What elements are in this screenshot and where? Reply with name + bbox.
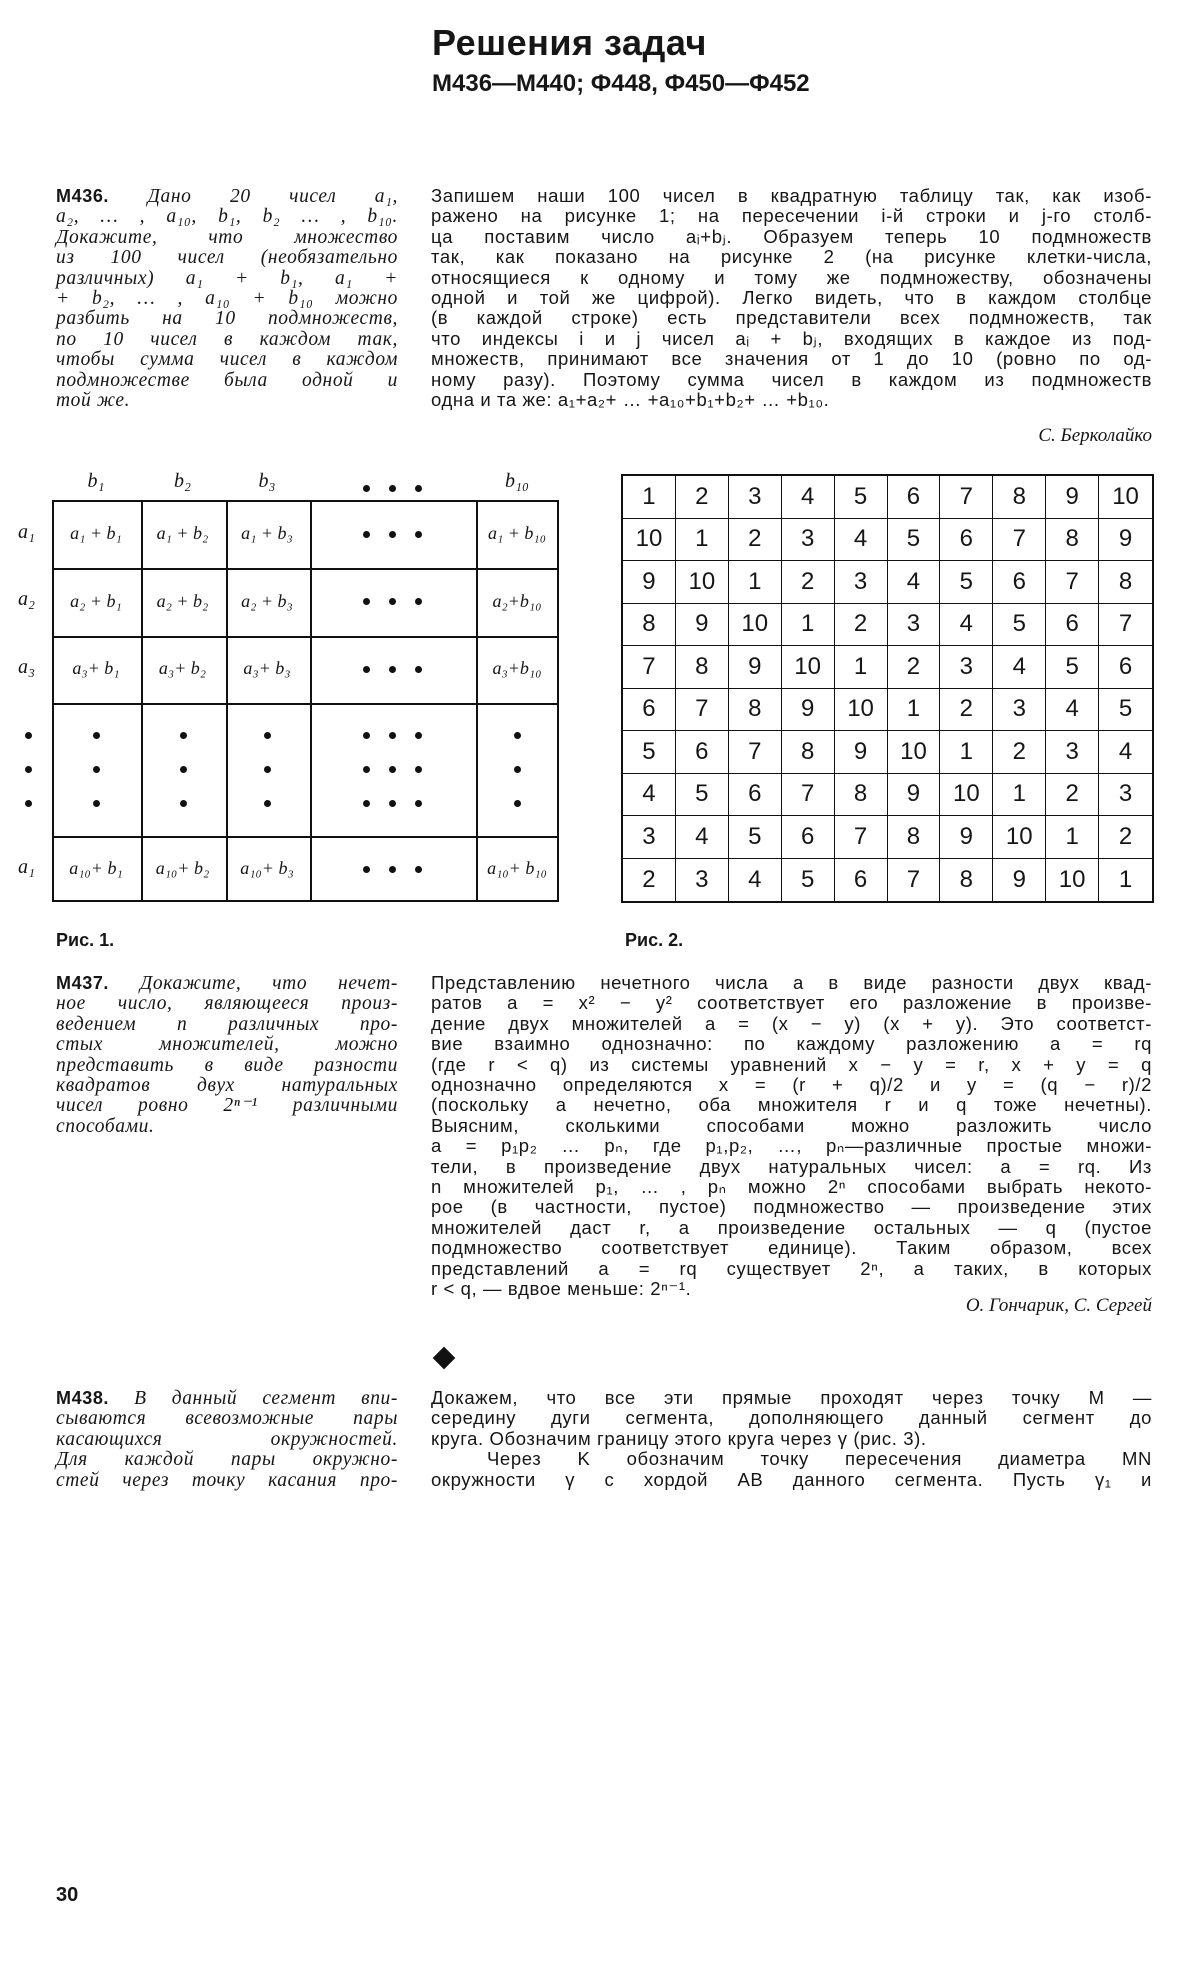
grid-cell: 6	[993, 561, 1046, 604]
line-text: что индексы i и j чисел aᵢ + bⱼ, входящих в каждое из под-	[431, 327, 1152, 349]
grid-cell: 1	[940, 731, 993, 774]
text-line	[431, 1429, 1152, 1449]
figure-2-caption: Рис. 2.	[625, 930, 684, 950]
dot-icon	[363, 766, 370, 773]
text-line	[56, 1035, 398, 1055]
text-line	[56, 391, 398, 411]
grid-cell: 8	[1099, 561, 1152, 604]
line-text: по 10 чисел в каждом так,	[56, 328, 398, 350]
grid-cell: 8	[993, 476, 1046, 519]
text-line	[431, 993, 1152, 1013]
table-cell: a₁ + b₁₀	[488, 523, 546, 543]
dot-icon	[389, 531, 396, 538]
line-text: Докажите, что множество	[56, 226, 398, 248]
table-cell: a₃+b₁₀	[492, 658, 542, 678]
grid-cell: 6	[940, 519, 993, 562]
grid-cell: 3	[993, 689, 1046, 732]
text-line	[431, 370, 1152, 390]
text-line	[431, 973, 1152, 993]
grid-cell: 6	[1046, 604, 1099, 647]
text-line	[56, 269, 398, 289]
grid-cell: 2	[1046, 774, 1099, 817]
text-line	[431, 1197, 1152, 1217]
text-line	[56, 228, 398, 248]
figure-1-caption: Рис. 1.	[56, 930, 115, 950]
text-line	[431, 308, 1152, 328]
table-cell: a₂ + b₁	[70, 590, 122, 611]
grid-cell: 4	[888, 561, 941, 604]
line-text: стей через точку касания про-	[56, 1469, 398, 1491]
text-line	[56, 973, 398, 994]
table-cell: a₁₀+ b₁₀	[487, 858, 547, 878]
dot-icon	[415, 866, 422, 873]
line-text: (поскольку a нечетно, оба множителя r и q тоже нечетны).	[431, 1094, 1152, 1116]
grid-cell: 6	[888, 476, 941, 519]
grid-cell: 5	[676, 774, 729, 817]
grid-cell: 4	[729, 859, 782, 902]
table-cell: a₃+ b₃	[243, 658, 291, 678]
grid-cell: 3	[940, 646, 993, 689]
dot-icon	[415, 531, 422, 538]
m438-solution	[431, 1388, 1152, 1490]
grid-cell: 10	[888, 731, 941, 774]
text-line	[431, 186, 1152, 206]
text-line	[431, 1095, 1152, 1115]
text-line	[56, 371, 398, 391]
line-text: середину дуги сегмента, дополняющего данный сегмент до	[431, 1407, 1152, 1429]
line-text: множителей даст r, а произведение остальных — q (пустое	[431, 1216, 1152, 1238]
line-text: Докажем, что все эти прямые проходят через точку M —	[431, 1387, 1152, 1408]
grid-cell: 4	[623, 774, 676, 817]
grid-cell: 6	[729, 774, 782, 817]
text-line	[431, 1388, 1152, 1408]
text-line	[56, 1117, 398, 1137]
grid-cell: 3	[888, 604, 941, 647]
grid-cell: 2	[888, 646, 941, 689]
table-cell: a₁₀+ b₃	[240, 858, 294, 878]
grid-cell: 8	[888, 816, 941, 859]
line-text: ражено на рисунке 1; на пересечении i-й строки и j-го столб-	[431, 205, 1152, 227]
text-line	[431, 1034, 1152, 1054]
text-line	[56, 994, 398, 1014]
grid-cell: 9	[993, 859, 1046, 902]
grid-cell: 10	[782, 646, 835, 689]
grid-cell: 8	[1046, 519, 1099, 562]
text-line	[431, 288, 1152, 308]
text-line	[56, 1015, 398, 1035]
line-text: сываются всевозможные пары	[56, 1408, 398, 1430]
line-text: (где r < q) из системы уравнений x − y = r, x + y = q	[431, 1053, 1152, 1075]
dot-icon	[363, 531, 370, 538]
line-text: круга. Обозначим границу этого круга через γ (рис. 3).	[431, 1427, 927, 1449]
m438-problem	[56, 1388, 398, 1491]
line-text: подмножестве была одной и	[56, 369, 398, 391]
table-cell: a₃+ b₂	[158, 658, 207, 678]
dot-icon	[389, 800, 396, 807]
grid-cell: 4	[782, 476, 835, 519]
text-line	[56, 248, 398, 268]
text-line	[431, 1177, 1152, 1197]
text-line	[431, 1055, 1152, 1075]
dot-icon	[180, 800, 187, 807]
dot-icon	[514, 800, 521, 807]
text-line	[431, 1470, 1152, 1490]
grid-cell: 3	[623, 816, 676, 859]
text-line	[56, 186, 398, 207]
dot-icon	[514, 766, 521, 773]
dot-icon	[415, 598, 422, 605]
grid-cell: 2	[623, 859, 676, 902]
grid-cell: 5	[1099, 689, 1152, 732]
table-cell: a₃+ b₁	[72, 658, 120, 678]
dot-icon	[415, 732, 422, 739]
grid-cell: 6	[676, 731, 729, 774]
line-text: подмножество соответствует единице). Таким образом, всех	[431, 1237, 1152, 1259]
line-text: n множителей p₁, … , pₙ можно 2ⁿ способами выбрать некото-	[431, 1176, 1152, 1198]
table-cell: a₂ + b₂	[156, 590, 209, 611]
line-text: В данный сегмент впи-	[134, 1388, 398, 1409]
grid-cell: 5	[940, 561, 993, 604]
text-line	[431, 1116, 1152, 1136]
grid-cell: 9	[623, 561, 676, 604]
line-text: вие взаимно однозначно: по каждому разложению a = rq	[431, 1033, 1152, 1055]
grid-cell: 7	[835, 816, 888, 859]
grid-cell: 4	[1099, 731, 1152, 774]
dot-icon	[264, 732, 271, 739]
line-text: так, как показано на рисунке 2 (на рисунке клетки-числа,	[431, 246, 1152, 268]
text-line	[56, 1409, 398, 1429]
text-line	[431, 390, 1152, 410]
line-text: относящиеся к одному и тому же подмножеству, обозначены	[431, 266, 1152, 288]
grid-cell: 1	[835, 646, 888, 689]
grid-cell: 3	[1046, 731, 1099, 774]
dot-icon	[389, 866, 396, 873]
grid-cell: 7	[1046, 561, 1099, 604]
grid-cell: 4	[676, 816, 729, 859]
text-line	[56, 1450, 398, 1470]
grid-cell: 7	[993, 519, 1046, 562]
grid-cell: 2	[729, 519, 782, 562]
grid-cell: 7	[623, 646, 676, 689]
grid-cell: 1	[1046, 816, 1099, 859]
line-text: различных) a₁ + b₁, a₁ +	[56, 267, 398, 289]
grid-cell: 9	[782, 689, 835, 732]
m436-problem	[56, 186, 398, 411]
grid-cell: 5	[729, 816, 782, 859]
line-text: той же.	[56, 390, 131, 412]
text-line	[56, 1471, 398, 1491]
text-line	[56, 330, 398, 350]
row-label: a₁	[18, 855, 35, 878]
text-line	[56, 1430, 398, 1450]
m436-author: С. Берколайко	[1038, 425, 1152, 446]
line-text: + b₂, … , a₁₀ + b₁₀ можно	[56, 288, 398, 310]
text-line	[431, 227, 1152, 247]
grid-cell: 1	[729, 561, 782, 604]
line-text: Для каждой пары окружно-	[56, 1449, 398, 1471]
line-text: дение двух множителей a = (x − y) (x + y). Это соответст-	[431, 1012, 1152, 1034]
text-line	[431, 1218, 1152, 1238]
page-number: 30	[56, 1884, 79, 1906]
grid-cell: 2	[676, 476, 729, 519]
line-text: однозначно определяются x = (r + q)/2 и y = (q − r)/2	[431, 1074, 1152, 1096]
grid-cell: 8	[782, 731, 835, 774]
dot-icon	[363, 866, 370, 873]
grid-cell: 1	[1118, 865, 1133, 893]
line-text: ратов a = x² − y² соответствует его разложение в произве-	[431, 992, 1152, 1014]
problem-number: М436.	[56, 186, 110, 206]
line-text: одна и та же: a₁+a₂+ … +a₁₀+b₁+b₂+ … +b₁₀.	[431, 389, 830, 411]
grid-line	[310, 502, 312, 900]
grid-cell: 1	[888, 689, 941, 732]
text-line	[56, 289, 398, 309]
line-text: Запишем наши 100 чисел в квадратную таблицу так, как изоб-	[431, 185, 1152, 206]
line-text: окружности γ с хордой AB данного сегмента. Пусть γ₁ и	[431, 1468, 1152, 1490]
grid-cell: 2	[1099, 816, 1152, 859]
dot-icon	[93, 766, 100, 773]
dot-icon	[93, 800, 100, 807]
grid-cell: 10	[729, 604, 782, 647]
line-text: представлений a = rq существует 2ⁿ, а таких, в которых	[431, 1257, 1152, 1279]
grid-cell: 1	[676, 519, 729, 562]
line-text: Докажите, что нечет-	[139, 973, 398, 994]
dot-icon	[389, 732, 396, 739]
grid-cell: 3	[729, 476, 782, 519]
grid-cell: 2	[940, 689, 993, 732]
grid-cell: 2	[835, 604, 888, 647]
grid-cell: 3	[676, 859, 729, 902]
grid-cell: 4	[835, 519, 888, 562]
line-text: Представлению нечетного числа a в виде разности двух квад-	[431, 972, 1152, 993]
m437-problem	[56, 973, 398, 1137]
grid-cell: 9	[835, 731, 888, 774]
column-header: b₃	[258, 470, 276, 492]
grid-cell: 4	[940, 604, 993, 647]
grid-cell: 9	[940, 816, 993, 859]
line-text: ведением n различных про-	[56, 1013, 398, 1035]
grid-cell: 6	[1099, 646, 1152, 689]
grid-cell: 3	[1099, 774, 1152, 817]
line-text: (в каждой строке) есть представители всех подмножеств, так	[431, 307, 1152, 329]
dot-icon	[93, 732, 100, 739]
grid-cell: 9	[729, 646, 782, 689]
text-line	[56, 207, 398, 227]
column-header: b₁₀	[505, 470, 529, 492]
line-text: Через K обозначим точку пересечения диаметра MN	[487, 1448, 1152, 1470]
text-line	[431, 349, 1152, 369]
dot-icon	[363, 800, 370, 807]
text-line	[56, 309, 398, 329]
table-cell: a₂+b₁₀	[492, 590, 542, 611]
grid-cell: 8	[835, 774, 888, 817]
grid-line	[54, 703, 557, 705]
grid-cell: 2	[993, 731, 1046, 774]
grid-cell: 7	[1099, 604, 1152, 647]
dot-icon	[363, 666, 370, 673]
section-divider-diamond-icon	[433, 1347, 456, 1370]
text-line	[56, 1076, 398, 1096]
text-line	[431, 329, 1152, 349]
grid-cell: 10	[835, 689, 888, 732]
table-cell: a₁ + b₃	[241, 523, 293, 543]
dot-icon	[180, 732, 187, 739]
grid-cell: 6	[782, 816, 835, 859]
line-text: касающихся окружностей.	[56, 1428, 398, 1450]
dot-icon	[180, 766, 187, 773]
table-cell: a₁₀+ b₂	[155, 858, 210, 878]
text-line	[431, 1014, 1152, 1034]
figure-2-grid	[621, 474, 1154, 903]
table-cell: a₂ + b₃	[241, 590, 293, 611]
grid-cell: 9	[676, 604, 729, 647]
grid-cell: 8	[676, 646, 729, 689]
grid-cell: 5	[623, 731, 676, 774]
grid-cell: 4	[993, 646, 1046, 689]
table-cell: a₁ + b₁	[70, 523, 122, 543]
dot-icon	[264, 766, 271, 773]
line-text: ное число, являющееся произ-	[56, 993, 398, 1015]
grid-cell: 7	[940, 476, 993, 519]
text-line	[431, 1408, 1152, 1428]
grid-cell: 7	[782, 774, 835, 817]
text-line	[56, 350, 398, 370]
text-line	[431, 247, 1152, 267]
line-text: квадратов двух натуральных	[56, 1075, 398, 1097]
dot-icon	[363, 732, 370, 739]
m436-solution	[431, 186, 1152, 410]
problem-number: М437.	[56, 973, 110, 993]
line-text: способами.	[56, 1115, 155, 1137]
dot-icon	[363, 485, 370, 492]
grid-cell: 7	[888, 859, 941, 902]
grid-cell: 10	[676, 561, 729, 604]
text-line	[431, 1136, 1152, 1156]
line-text: множеств, принимают все значения от 1 до 10 (ровно по од-	[431, 348, 1152, 370]
dot-icon	[415, 800, 422, 807]
grid-cell: 8	[623, 604, 676, 647]
grid-cell: 10	[1099, 476, 1152, 519]
grid-cell: 1	[623, 476, 676, 519]
dot-icon	[25, 766, 32, 773]
line-text: Выясним, сколькими способами можно разложить число	[431, 1114, 1152, 1136]
m437-author: О. Гончарик, С. Сергей	[965, 1295, 1152, 1316]
grid-cell: 1	[782, 604, 835, 647]
table-cell: a₁₀+ b₁	[69, 858, 123, 878]
grid-cell: 3	[835, 561, 888, 604]
text-line	[431, 1449, 1152, 1469]
grid-cell: 6	[835, 859, 888, 902]
dot-icon	[389, 485, 396, 492]
line-text: r < q, — вдвое меньше: 2ⁿ⁻¹.	[431, 1278, 692, 1300]
text-line	[431, 1157, 1152, 1177]
grid-cell: 5	[1046, 646, 1099, 689]
grid-cell: 9	[888, 774, 941, 817]
text-line	[431, 268, 1152, 288]
dot-icon	[415, 666, 422, 673]
page-subtitle: М436—М440; Ф448, Ф450—Ф452	[432, 70, 810, 97]
table-cell: a₁ + b₂	[156, 523, 209, 543]
problem-number: М438.	[56, 1388, 110, 1408]
dot-icon	[389, 766, 396, 773]
line-text: ца поставим число aᵢ+bⱼ. Образуем теперь 10 подмножеств	[431, 225, 1152, 247]
line-text: чтобы сумма чисел в каждом	[56, 349, 398, 371]
dot-icon	[389, 666, 396, 673]
row-label: a₁	[18, 520, 35, 543]
grid-cell: 9	[1046, 476, 1099, 519]
grid-cell: 5	[782, 859, 835, 902]
grid-cell: 1	[993, 774, 1046, 817]
grid-cell: 10	[623, 519, 676, 562]
line-text: Дано 20 чисел a₁,	[147, 186, 398, 207]
text-line	[56, 1388, 398, 1409]
grid-cell: 3	[782, 519, 835, 562]
line-text: чисел ровно 2ⁿ⁻¹ различными	[56, 1095, 398, 1117]
grid-cell: 5	[835, 476, 888, 519]
m437-solution	[431, 973, 1152, 1300]
grid-cell: 9	[1099, 519, 1152, 562]
line-text: разбить на 10 подмножеств,	[56, 308, 398, 330]
grid-cell: 10	[1046, 859, 1099, 902]
line-text: одной и той же цифрой). Легко видеть, что в каждом столбце	[431, 287, 1152, 309]
dot-icon	[25, 732, 32, 739]
dot-icon	[389, 598, 396, 605]
grid-cell: 2	[782, 561, 835, 604]
dot-icon	[363, 598, 370, 605]
dot-icon	[415, 766, 422, 773]
grid-cell: 6	[623, 689, 676, 732]
grid-cell: 10	[940, 774, 993, 817]
line-text: стых множителей, можно	[56, 1034, 398, 1056]
page-title: Решения задач	[432, 22, 707, 63]
text-line	[431, 1238, 1152, 1258]
grid-cell: 8	[729, 689, 782, 732]
row-label: a₃	[18, 655, 35, 678]
text-line	[431, 206, 1152, 226]
column-header: b₂	[174, 470, 191, 492]
line-text: из 100 чисел (необязательно	[56, 247, 398, 269]
grid-cell: 10	[993, 816, 1046, 859]
line-text: a = p₁p₂ … pₙ, где p₁,p₂, …, pₙ—различные простые множи-	[431, 1135, 1152, 1157]
line-text: a₂, … , a₁₀, b₁, b₂ … , b₁₀.	[56, 206, 398, 228]
grid-cell: 5	[888, 519, 941, 562]
column-header: b₁	[87, 470, 105, 492]
line-text: представить в виде разности	[56, 1054, 398, 1076]
grid-cell: 8	[940, 859, 993, 902]
text-line	[56, 1096, 398, 1116]
dot-icon	[264, 800, 271, 807]
text-line	[431, 1075, 1152, 1095]
grid-cell: 7	[676, 689, 729, 732]
line-text: рое (в частности, пустое) подмножество — произведение этих	[431, 1196, 1152, 1218]
text-line	[56, 1056, 398, 1076]
grid-cell: 7	[729, 731, 782, 774]
grid-cell: 4	[1046, 689, 1099, 732]
line-text: ному разу). Поэтому сумма чисел в каждом из подмножеств	[431, 368, 1152, 390]
line-text: тели, в произведение двух натуральных чисел: a = rq. Из	[431, 1155, 1152, 1177]
dot-icon	[514, 732, 521, 739]
dot-icon	[415, 485, 422, 492]
row-label: a₂	[18, 588, 35, 610]
dot-icon	[25, 800, 32, 807]
text-line	[431, 1259, 1152, 1279]
grid-cell: 5	[993, 604, 1046, 647]
